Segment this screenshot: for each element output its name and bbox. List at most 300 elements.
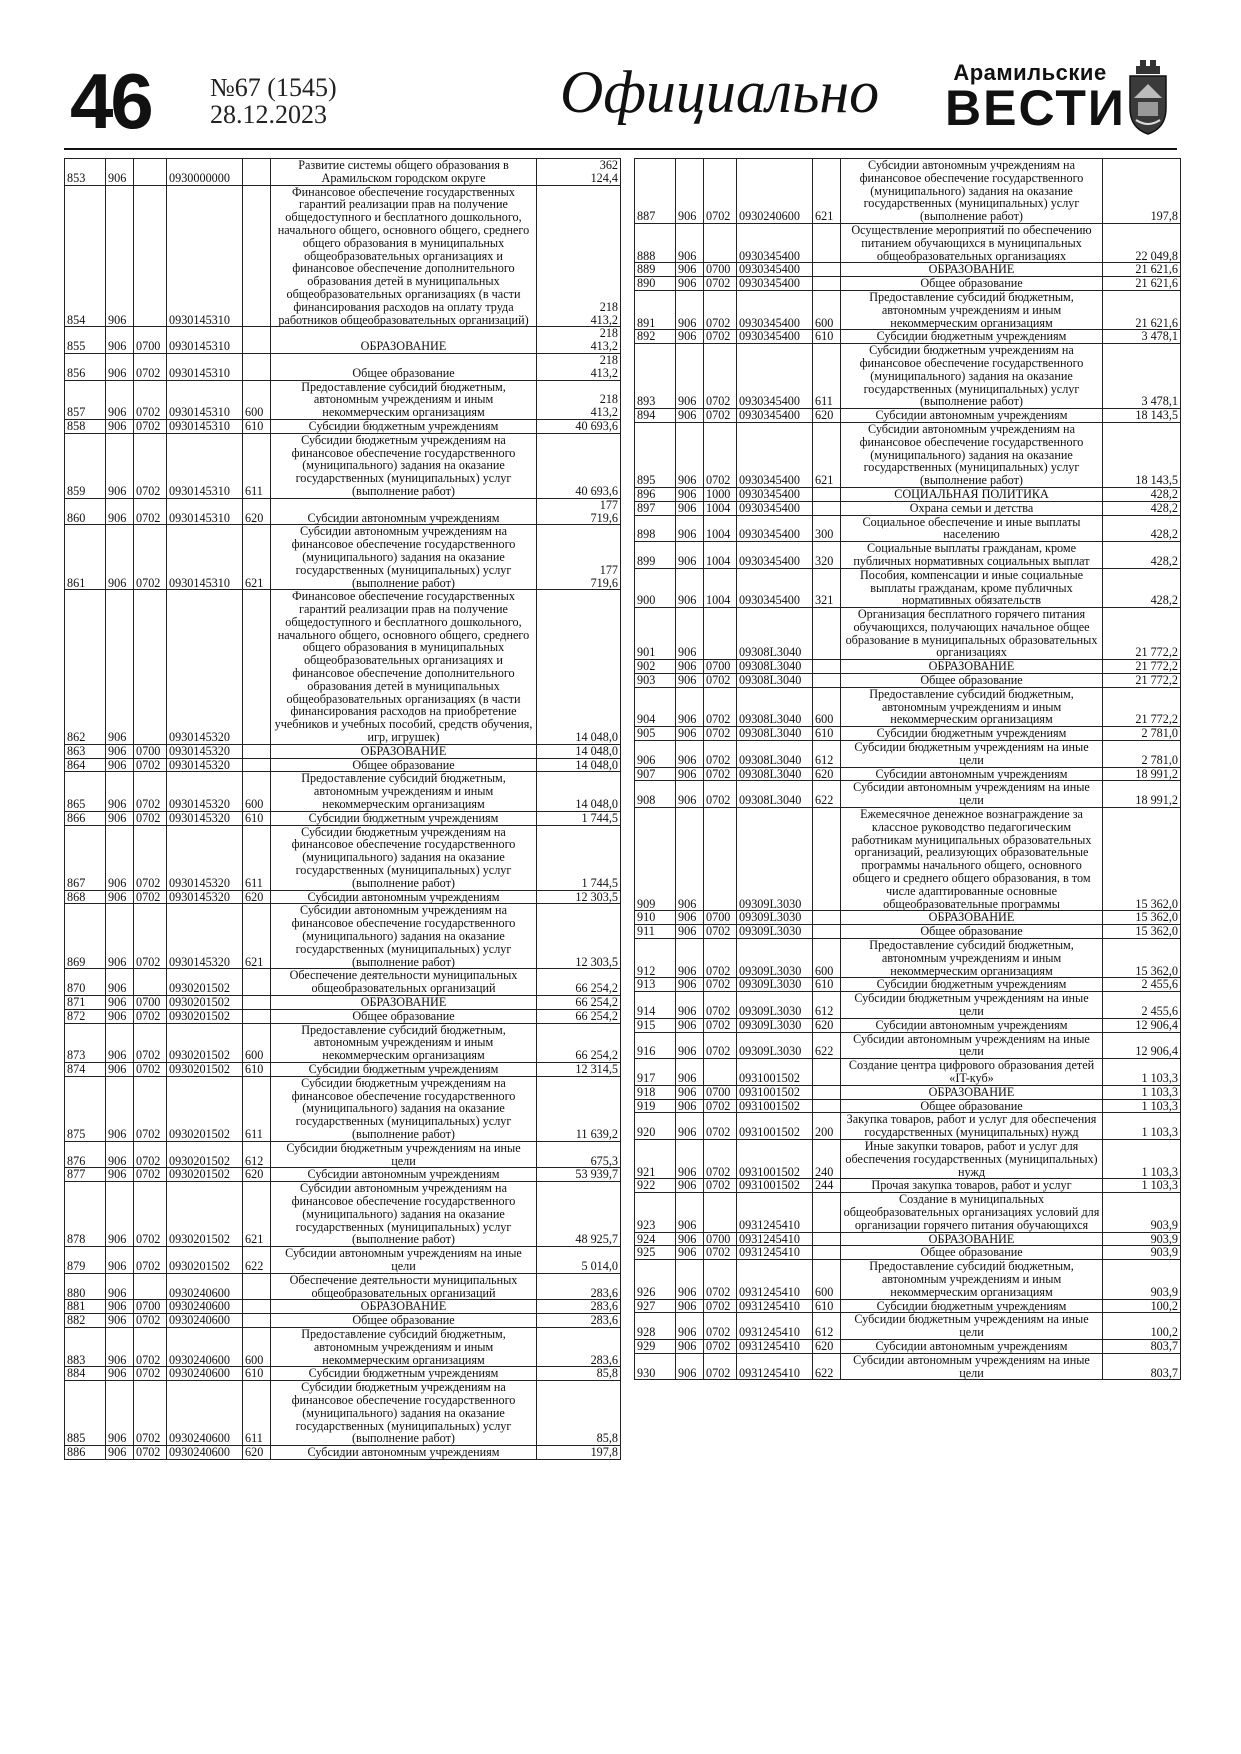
- section-code: 0702: [704, 1018, 737, 1032]
- expense-type-code: 600: [243, 772, 271, 811]
- amount: 12 303,5: [537, 904, 621, 969]
- row-number: 894: [635, 409, 676, 423]
- expense-type-code: 612: [813, 992, 841, 1019]
- expense-type-code: [243, 590, 271, 745]
- expense-type-code: 612: [813, 741, 841, 768]
- expense-type-code: 610: [243, 1062, 271, 1076]
- amount: 12 906,4: [1103, 1018, 1181, 1032]
- department-code: 906: [106, 1182, 134, 1247]
- department-code: 906: [106, 1367, 134, 1381]
- item-description: Субсидии бюджетным учреждениям: [841, 330, 1103, 344]
- row-number: 873: [65, 1023, 106, 1062]
- item-description: ОБРАЗОВАНИЕ: [271, 1300, 537, 1314]
- expense-type-code: [243, 1273, 271, 1300]
- row-number: 887: [635, 159, 676, 224]
- section-code: 0702: [704, 422, 737, 487]
- department-code: 906: [676, 1353, 704, 1380]
- department-code: 906: [676, 409, 704, 423]
- header-rule: [64, 148, 1177, 150]
- department-code: 906: [106, 590, 134, 745]
- issue-date: 28.12.2023: [210, 100, 327, 129]
- expense-type-code: [243, 185, 271, 327]
- amount: 218 413,2: [537, 353, 621, 380]
- department-code: 906: [676, 515, 704, 542]
- section-code: 0702: [134, 1062, 167, 1076]
- expense-type-code: [243, 353, 271, 380]
- row-number: 866: [65, 811, 106, 825]
- department-code: 906: [676, 727, 704, 741]
- expense-type-code: 621: [243, 1182, 271, 1247]
- target-article-code: 0930145310: [167, 353, 243, 380]
- section-code: 0700: [134, 996, 167, 1010]
- target-article-code: 0931245410: [737, 1339, 813, 1353]
- expense-type-code: [813, 1246, 841, 1260]
- item-description: Финансовое обеспечение государственных гарантий реализации прав на получение общедоступного и бесплатного дошкольного, начального общего, основного общего, среднего общего образования в муниципальных общеобразовательных организациях и финансовое обеспечение дополнительного образования детей в муниципальных общеобразовательных организациях (в части финансирования расходов на оплату труда работников общеобразовательных организаций): [271, 185, 537, 327]
- section-code: 0702: [134, 825, 167, 890]
- item-description: Субсидии бюджетным учреждениям на финансовое обеспечение государственного (муниципального) задания на оказание государственных (муниципальных) услуг (выполнение работ): [271, 1381, 537, 1446]
- department-code: 906: [106, 996, 134, 1010]
- department-code: 906: [676, 330, 704, 344]
- target-article-code: 09309L3030: [737, 808, 813, 911]
- section-code: [704, 223, 737, 262]
- target-article-code: 0930345400: [737, 422, 813, 487]
- department-code: 906: [676, 1299, 704, 1313]
- row-number: 909: [635, 808, 676, 911]
- table-row: [65, 185, 621, 327]
- expense-type-code: [813, 1232, 841, 1246]
- amount: 21 772,2: [1103, 687, 1181, 726]
- item-description: Предоставление субсидий бюджетным, автономным учреждениям и иным некоммерческим организациям: [841, 687, 1103, 726]
- item-description: Субсидии бюджетным учреждениям: [271, 1367, 537, 1381]
- item-description: Охрана семьи и детства: [841, 501, 1103, 515]
- target-article-code: 0931001502: [737, 1059, 813, 1086]
- target-article-code: 0931245410: [737, 1260, 813, 1299]
- section-code: 0702: [704, 741, 737, 768]
- section-code: 0702: [134, 1367, 167, 1381]
- row-number: 914: [635, 992, 676, 1019]
- section-code: 0702: [134, 1314, 167, 1328]
- table-row: [65, 498, 621, 525]
- department-code: 906: [106, 772, 134, 811]
- item-description: Субсидии автономным учреждениям: [841, 1339, 1103, 1353]
- section-code: 0702: [704, 1099, 737, 1113]
- item-description: Субсидии автономным учреждениям: [271, 498, 537, 525]
- section-code: 0702: [134, 1327, 167, 1366]
- section-code: 0702: [134, 1141, 167, 1168]
- amount: 177 719,6: [537, 498, 621, 525]
- table-row: [635, 542, 1181, 569]
- item-description: Общее образование: [271, 1009, 537, 1023]
- item-description: Предоставление субсидий бюджетным, автономным учреждениям и иным некоммерческим организациям: [271, 772, 537, 811]
- section-code: 0700: [134, 1300, 167, 1314]
- target-article-code: 0930145320: [167, 904, 243, 969]
- target-article-code: 09308L3040: [737, 608, 813, 660]
- item-description: Общее образование: [841, 1246, 1103, 1260]
- target-article-code: 0930240600: [167, 1446, 243, 1460]
- item-description: Общее образование: [841, 277, 1103, 291]
- item-description: Субсидии автономным учреждениям: [271, 890, 537, 904]
- section-code: 0700: [704, 911, 737, 925]
- target-article-code: 0930345400: [737, 263, 813, 277]
- department-code: 906: [106, 1141, 134, 1168]
- target-article-code: 0930240600: [167, 1381, 243, 1446]
- expense-type-code: [813, 1085, 841, 1099]
- department-code: 906: [676, 1018, 704, 1032]
- item-description: Субсидии бюджетным учреждениям: [271, 1062, 537, 1076]
- table-row: [65, 1247, 621, 1274]
- row-number: 930: [635, 1353, 676, 1380]
- item-description: Субсидии бюджетным учреждениям на иные цели: [841, 992, 1103, 1019]
- department-code: 906: [676, 1339, 704, 1353]
- expense-type-code: [243, 758, 271, 772]
- expense-type-code: 600: [243, 1327, 271, 1366]
- table-row: [635, 1032, 1181, 1059]
- item-description: Развитие системы общего образования в Арамильском городском округе: [271, 159, 537, 186]
- department-code: 906: [676, 422, 704, 487]
- section-code: 0702: [134, 1023, 167, 1062]
- department-code: 906: [106, 904, 134, 969]
- table-row: [65, 1076, 621, 1141]
- target-article-code: 0930201502: [167, 1168, 243, 1182]
- row-number: 893: [635, 344, 676, 409]
- target-article-code: 0931245410: [737, 1246, 813, 1260]
- row-number: 897: [635, 501, 676, 515]
- section-code: 1004: [704, 542, 737, 569]
- row-number: 883: [65, 1327, 106, 1366]
- amount: 428,2: [1103, 501, 1181, 515]
- target-article-code: 0931001502: [737, 1179, 813, 1193]
- table-row: [635, 1179, 1181, 1193]
- row-number: 899: [635, 542, 676, 569]
- page-number: 46: [70, 57, 151, 145]
- row-number: 903: [635, 674, 676, 688]
- table-row: [635, 501, 1181, 515]
- target-article-code: 0930345400: [737, 515, 813, 542]
- item-description: Субсидии автономным учреждениям на финансовое обеспечение государственного (муниципального) задания на оказание государственных (муниципальных) услуг (выполнение работ): [841, 159, 1103, 224]
- row-number: 886: [65, 1446, 106, 1460]
- row-number: 865: [65, 772, 106, 811]
- table-row: [65, 1273, 621, 1300]
- table-row: [65, 433, 621, 498]
- row-number: 901: [635, 608, 676, 660]
- row-number: 854: [65, 185, 106, 327]
- target-article-code: 0930145320: [167, 758, 243, 772]
- section-code: 0702: [704, 978, 737, 992]
- item-description: Субсидии бюджетным учреждениям: [841, 727, 1103, 741]
- expense-type-code: 600: [813, 290, 841, 329]
- amount: 1 103,3: [1103, 1113, 1181, 1140]
- target-article-code: 09308L3040: [737, 660, 813, 674]
- row-number: 890: [635, 277, 676, 291]
- amount: 15 362,0: [1103, 911, 1181, 925]
- row-number: 921: [635, 1139, 676, 1178]
- item-description: Субсидии автономным учреждениям на иные цели: [841, 1353, 1103, 1380]
- amount: 21 772,2: [1103, 660, 1181, 674]
- target-article-code: 0930201502: [167, 1247, 243, 1274]
- department-code: 906: [106, 353, 134, 380]
- section-code: 0702: [134, 1247, 167, 1274]
- item-description: Субсидии автономным учреждениям: [841, 1018, 1103, 1032]
- department-code: 906: [676, 1313, 704, 1340]
- department-code: 906: [106, 327, 134, 354]
- department-code: 906: [676, 1139, 704, 1178]
- table-row: [635, 687, 1181, 726]
- department-code: 906: [106, 525, 134, 590]
- row-number: 880: [65, 1273, 106, 1300]
- row-number: 906: [635, 741, 676, 768]
- target-article-code: 0930201502: [167, 1062, 243, 1076]
- table-row: [635, 1232, 1181, 1246]
- amount: 14 048,0: [537, 758, 621, 772]
- expense-type-code: 620: [243, 1446, 271, 1460]
- item-description: Субсидии бюджетным учреждениям: [841, 1299, 1103, 1313]
- table-row: [65, 353, 621, 380]
- amount: 283,6: [537, 1273, 621, 1300]
- amount: 21 621,6: [1103, 277, 1181, 291]
- row-number: 926: [635, 1260, 676, 1299]
- row-number: 928: [635, 1313, 676, 1340]
- expense-type-code: [243, 996, 271, 1010]
- table-row: [65, 1327, 621, 1366]
- table-row: [635, 1018, 1181, 1032]
- amount: 14 048,0: [537, 772, 621, 811]
- expense-type-code: [243, 159, 271, 186]
- table-row: [65, 525, 621, 590]
- amount: 85,8: [537, 1367, 621, 1381]
- target-article-code: 0930145310: [167, 327, 243, 354]
- section-code: [704, 608, 737, 660]
- item-description: ОБРАЗОВАНИЕ: [841, 911, 1103, 925]
- target-article-code: 0931245410: [737, 1193, 813, 1232]
- department-code: 906: [676, 939, 704, 978]
- section-code: 0702: [134, 890, 167, 904]
- expense-type-code: [813, 223, 841, 262]
- item-description: Субсидии автономным учреждениям: [841, 409, 1103, 423]
- row-number: 853: [65, 159, 106, 186]
- expense-type-code: 611: [243, 1076, 271, 1141]
- department-code: 906: [106, 498, 134, 525]
- item-description: ОБРАЗОВАНИЕ: [271, 744, 537, 758]
- item-description: Иные закупки товаров, работ и услуг для обеспечения государственных (муниципальных) нужд: [841, 1139, 1103, 1178]
- section-code: [134, 590, 167, 745]
- target-article-code: 0930201502: [167, 1023, 243, 1062]
- table-row: [635, 290, 1181, 329]
- row-number: 864: [65, 758, 106, 772]
- department-code: 906: [106, 1023, 134, 1062]
- amount: 1 103,3: [1103, 1139, 1181, 1178]
- section-code: [134, 969, 167, 996]
- table-row: [635, 1193, 1181, 1232]
- expense-type-code: 611: [243, 433, 271, 498]
- amount: 903,9: [1103, 1232, 1181, 1246]
- item-description: Субсидии бюджетным учреждениям на финансовое обеспечение государственного (муниципального) задания на оказание государственных (муниципальных) услуг (выполнение работ): [841, 344, 1103, 409]
- item-description: Прочая закупка товаров, работ и услуг: [841, 1179, 1103, 1193]
- department-code: 906: [106, 1076, 134, 1141]
- table-row: [65, 1168, 621, 1182]
- item-description: Общее образование: [841, 674, 1103, 688]
- table-row: [635, 515, 1181, 542]
- expense-type-code: 612: [813, 1313, 841, 1340]
- target-article-code: 0930145310: [167, 498, 243, 525]
- expense-type-code: 610: [243, 419, 271, 433]
- target-article-code: 0930145310: [167, 525, 243, 590]
- target-article-code: 0931245410: [737, 1299, 813, 1313]
- row-number: 927: [635, 1299, 676, 1313]
- row-number: 929: [635, 1339, 676, 1353]
- amount: 40 693,6: [537, 433, 621, 498]
- item-description: Субсидии автономным учреждениям на финансовое обеспечение государственного (муниципального) задания на оказание государственных (муниципальных) услуг (выполнение работ): [271, 1182, 537, 1247]
- table-row: [635, 781, 1181, 808]
- row-number: 872: [65, 1009, 106, 1023]
- table-row: [635, 1085, 1181, 1099]
- section-code: 0702: [704, 781, 737, 808]
- item-description: Субсидии бюджетным учреждениям на иные цели: [841, 1313, 1103, 1340]
- section-code: 0702: [704, 1339, 737, 1353]
- row-number: 860: [65, 498, 106, 525]
- item-description: Социальное обеспечение и иные выплаты населению: [841, 515, 1103, 542]
- amount: 283,6: [537, 1314, 621, 1328]
- amount: 21 772,2: [1103, 674, 1181, 688]
- target-article-code: 0930345400: [737, 487, 813, 501]
- amount: 218 413,2: [537, 327, 621, 354]
- table-row: [65, 825, 621, 890]
- department-code: 906: [676, 1179, 704, 1193]
- section-code: [134, 1273, 167, 1300]
- item-description: Субсидии автономным учреждениям: [271, 1446, 537, 1460]
- amount: 18 991,2: [1103, 781, 1181, 808]
- row-number: 924: [635, 1232, 676, 1246]
- expense-type-code: [813, 1059, 841, 1086]
- row-number: 923: [635, 1193, 676, 1232]
- amount: 2 781,0: [1103, 727, 1181, 741]
- item-description: Общее образование: [271, 758, 537, 772]
- item-description: Субсидии автономным учреждениям на финансовое обеспечение государственного (муниципального) задания на оказание государственных (муниципальных) услуг (выполнение работ): [271, 904, 537, 969]
- amount: 12 303,5: [537, 890, 621, 904]
- department-code: 906: [676, 925, 704, 939]
- department-code: 906: [106, 825, 134, 890]
- target-article-code: 0930201502: [167, 1182, 243, 1247]
- department-code: 906: [106, 380, 134, 419]
- item-description: Предоставление субсидий бюджетным, автономным учреждениям и иным некоммерческим организациям: [271, 380, 537, 419]
- section-code: 0702: [134, 419, 167, 433]
- section-code: 0702: [704, 1353, 737, 1380]
- amount: 48 925,7: [537, 1182, 621, 1247]
- expense-type-code: 622: [243, 1247, 271, 1274]
- expense-type-code: [813, 487, 841, 501]
- expense-type-code: [813, 608, 841, 660]
- department-code: 906: [676, 1032, 704, 1059]
- target-article-code: 0931245410: [737, 1353, 813, 1380]
- section-code: 0702: [134, 433, 167, 498]
- budget-table-right: [634, 158, 1181, 1380]
- department-code: 906: [676, 568, 704, 607]
- row-number: 874: [65, 1062, 106, 1076]
- table-row: [65, 1367, 621, 1381]
- department-code: 906: [106, 1062, 134, 1076]
- row-number: 884: [65, 1367, 106, 1381]
- section-code: 0702: [134, 1381, 167, 1446]
- target-article-code: 0930145310: [167, 185, 243, 327]
- department-code: 906: [676, 1099, 704, 1113]
- department-code: 906: [106, 1300, 134, 1314]
- row-number: 863: [65, 744, 106, 758]
- target-article-code: 0930345400: [737, 277, 813, 291]
- table-row: [635, 1059, 1181, 1086]
- item-description: Субсидии бюджетным учреждениям на финансовое обеспечение государственного (муниципального) задания на оказание государственных (муниципальных) услуг (выполнение работ): [271, 1076, 537, 1141]
- section-code: 0702: [134, 525, 167, 590]
- expense-type-code: [813, 1193, 841, 1232]
- row-number: 895: [635, 422, 676, 487]
- target-article-code: 0930201502: [167, 1009, 243, 1023]
- target-article-code: 0930240600: [737, 159, 813, 224]
- department-code: 906: [676, 1260, 704, 1299]
- item-description: ОБРАЗОВАНИЕ: [841, 1232, 1103, 1246]
- item-description: Субсидии автономным учреждениям на иные цели: [271, 1247, 537, 1274]
- expense-type-code: 600: [243, 380, 271, 419]
- row-number: 869: [65, 904, 106, 969]
- target-article-code: 0930240600: [167, 1300, 243, 1314]
- target-article-code: 09308L3040: [737, 687, 813, 726]
- table-row: [635, 608, 1181, 660]
- table-row: [65, 772, 621, 811]
- table-row: [635, 1246, 1181, 1260]
- expense-type-code: 621: [813, 422, 841, 487]
- row-number: 885: [65, 1381, 106, 1446]
- amount: 15 362,0: [1103, 925, 1181, 939]
- target-article-code: 0931001502: [737, 1085, 813, 1099]
- town-coat-of-arms-icon: [1124, 58, 1172, 136]
- table-row: [635, 277, 1181, 291]
- amount: 12 314,5: [537, 1062, 621, 1076]
- row-number: 855: [65, 327, 106, 354]
- target-article-code: 0930145320: [167, 590, 243, 745]
- section-code: 0702: [134, 1009, 167, 1023]
- amount: 66 254,2: [537, 1023, 621, 1062]
- row-number: 907: [635, 767, 676, 781]
- item-description: СОЦИАЛЬНАЯ ПОЛИТИКА: [841, 487, 1103, 501]
- section-code: 0702: [134, 772, 167, 811]
- target-article-code: 0930240600: [167, 1314, 243, 1328]
- department-code: 906: [676, 1085, 704, 1099]
- target-article-code: 0930201502: [167, 1141, 243, 1168]
- expense-type-code: 620: [813, 1018, 841, 1032]
- table-row: [65, 380, 621, 419]
- amount: 21 621,6: [1103, 290, 1181, 329]
- target-article-code: 0930345400: [737, 344, 813, 409]
- item-description: Пособия, компенсации и иные социальные выплаты гражданам, кроме публичных нормативных обязательств: [841, 568, 1103, 607]
- table-row: [635, 767, 1181, 781]
- amount: 12 906,4: [1103, 1032, 1181, 1059]
- row-number: 917: [635, 1059, 676, 1086]
- section-code: 0702: [134, 1182, 167, 1247]
- target-article-code: 0931001502: [737, 1139, 813, 1178]
- section-code: 0702: [704, 1260, 737, 1299]
- section-code: 0702: [704, 409, 737, 423]
- department-code: 906: [106, 1446, 134, 1460]
- target-article-code: 0931001502: [737, 1099, 813, 1113]
- row-number: 922: [635, 1179, 676, 1193]
- section-code: 0702: [704, 330, 737, 344]
- table-row: [65, 419, 621, 433]
- department-code: 906: [676, 290, 704, 329]
- expense-type-code: 600: [813, 687, 841, 726]
- table-row: [635, 741, 1181, 768]
- department-code: 906: [106, 1381, 134, 1446]
- department-code: 906: [676, 1113, 704, 1140]
- table-row: [635, 1139, 1181, 1178]
- section-code: 0700: [704, 660, 737, 674]
- row-number: 918: [635, 1085, 676, 1099]
